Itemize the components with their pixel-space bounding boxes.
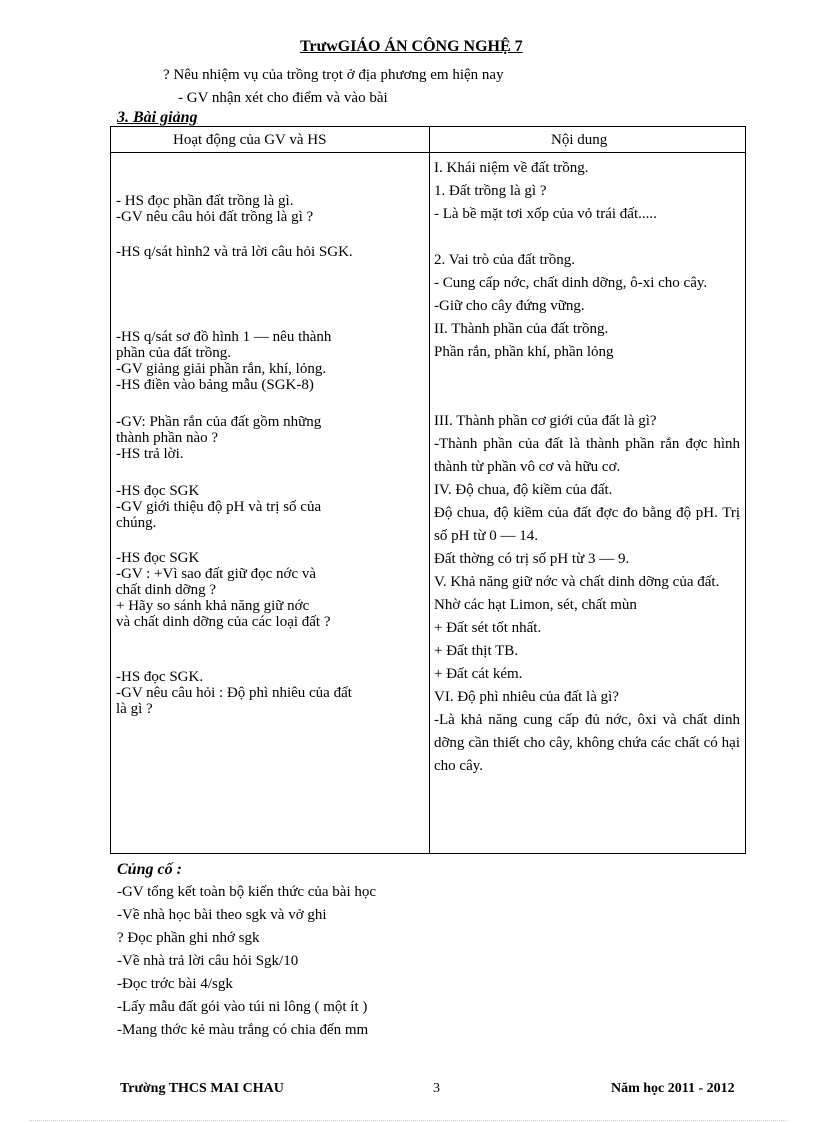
intro-question: ? Nêu nhiệm vụ của trồng trọt ở địa phương em hiện nay: [163, 67, 504, 83]
activity-line: phần của đất trồng.: [116, 345, 231, 361]
content-line: + Đất sét tốt nhất.: [434, 620, 542, 636]
content-line: - Cung cấp nớc, chất dinh dỡng, ô-xi cho cây.: [434, 275, 708, 291]
content-line: [434, 387, 740, 410]
activity-line: chúng.: [116, 515, 157, 531]
content-line: [434, 226, 740, 249]
consolidation-section: [117, 858, 376, 1042]
activity-line: -HS đọc SGK: [116, 550, 200, 566]
page-title: TrưwGIÁO ÁN CÔNG NGHỆ 7: [300, 38, 523, 55]
consolidation-item: -Đọc trớc bài 4/sgk: [117, 976, 233, 992]
consolidation-item: -Lấy mẫu đất gói vào túi ni lông ( một ít ): [117, 999, 368, 1015]
content-line: - Là bề mặt tơi xốp của vỏ trái đất.....: [434, 206, 657, 222]
activity-line: là gì ?: [116, 701, 153, 717]
activity-line: -GV nêu câu hỏi : Độ phì nhiêu của đất: [116, 685, 352, 701]
activity-block: [116, 329, 416, 393]
activity-line: -HS đọc SGK: [116, 483, 200, 499]
header-divider: [111, 152, 745, 153]
column-divider: [429, 127, 430, 853]
activity-line: - HS đọc phần đất trồng là gì.: [116, 193, 294, 209]
content-line: 1. Đất trồng là gì ?: [434, 183, 547, 199]
activity-block: [116, 669, 416, 717]
consolidation-item: -Về nhà học bài theo sgk và vở ghi: [117, 907, 327, 923]
activity-line: -GV giảng giải phần rắn, khí, lỏng.: [116, 361, 327, 377]
consolidation-item: ? Đọc phần ghi nhớ sgk: [117, 930, 260, 946]
content-line: [434, 364, 740, 387]
consolidation-item: -GV tổng kết toàn bộ kiến thức của bài học: [117, 884, 377, 900]
consolidation-item: -Mang thớc kẻ màu trắng có chia đến mm: [117, 1022, 369, 1038]
content-line: Nhờ các hạt Limon, sét, chất mùn: [434, 597, 637, 613]
content-line: V. Khả năng giữ nớc và chất dinh dỡng của đất.: [434, 574, 720, 590]
content-line: -Thành phần của đất là thành phần rắn đợc hình thành từ phần vô cơ và hữu cơ.: [434, 436, 740, 475]
content-line: IV. Độ chua, độ kiềm của đất.: [434, 482, 613, 498]
content-line: Phần rắn, phần khí, phần lỏng: [434, 344, 614, 360]
activity-block: [116, 414, 416, 462]
activity-block: [116, 244, 416, 260]
activity-line: thành phần nào ?: [116, 430, 219, 446]
activity-line: -GV giới thiệu độ pH và trị số của: [116, 499, 322, 515]
intro-note: - GV nhận xét cho điểm và vào bài: [178, 90, 388, 106]
content-line: Đất thờng có trị số pH từ 3 — 9.: [434, 551, 630, 567]
footer-school: Trường THCS MAI CHAU: [120, 1081, 284, 1096]
activity-block: [116, 193, 416, 225]
activity-line: -HS trả lời.: [116, 446, 184, 462]
activity-block: [116, 550, 416, 630]
consolidation-item: -Về nhà trả lời câu hỏi Sgk/10: [117, 953, 299, 969]
footer-page-number: 3: [433, 1081, 440, 1096]
footer-school-year: Năm học 2011 - 2012: [611, 1081, 735, 1096]
content-line: + Đất thịt TB.: [434, 643, 519, 659]
activity-line: -HS điền vào bảng mẫu (SGK-8): [116, 377, 314, 393]
left-column-header: Hoạt động của GV và HS: [173, 132, 327, 148]
content-column: [434, 157, 740, 778]
activity-line: -HS q/sát hình2 và trả lời câu hỏi SGK.: [116, 244, 353, 260]
activity-line: + Hãy so sánh khả năng giữ nớc: [116, 598, 310, 614]
activity-line: -GV nêu câu hỏi đất trồng là gì ?: [116, 209, 314, 225]
activity-line: chất dinh dỡng ?: [116, 582, 216, 598]
activity-line: -GV : +Vì sao đất giữ đọc nớc và: [116, 566, 317, 582]
activity-line: và chất dinh dỡng của các loại đất ?: [116, 614, 331, 630]
content-line: III. Thành phần cơ giới của đất là gì?: [434, 413, 657, 429]
content-line: I. Khái niệm về đất trồng.: [434, 160, 589, 176]
content-line: II. Thành phần của đất trồng.: [434, 321, 609, 337]
content-line: 2. Vai trò của đất trồng.: [434, 252, 575, 268]
content-line: -Là khả năng cung cấp đủ nớc, ôxi và chất dinh dỡng cần thiết cho cây, không chứa các chất có hại cho cây.: [434, 712, 740, 774]
content-line: -Giữ cho cây đứng vững.: [434, 298, 585, 314]
footer-divider: [30, 1120, 786, 1121]
activity-line: -HS q/sát sơ đồ hình 1 — nêu thành: [116, 329, 332, 345]
content-line: Độ chua, độ kiềm của đất đợc đo bằng độ pH. Trị số pH từ 0 — 14.: [434, 505, 740, 544]
consolidation-heading: Củng cố :: [117, 861, 182, 878]
activity-line: -GV: Phần rắn của đất gồm những: [116, 414, 322, 430]
activity-line: -HS đọc SGK.: [116, 669, 204, 685]
right-column-header: Nội dung: [551, 132, 608, 148]
content-line: VI. Độ phì nhiêu của đất là gì?: [434, 689, 619, 705]
lesson-table: [110, 126, 746, 854]
section-heading: 3. Bài giảng: [117, 109, 198, 126]
activity-block: [116, 483, 416, 531]
content-line: + Đất cát kém.: [434, 666, 523, 682]
intro-block: [163, 64, 504, 110]
